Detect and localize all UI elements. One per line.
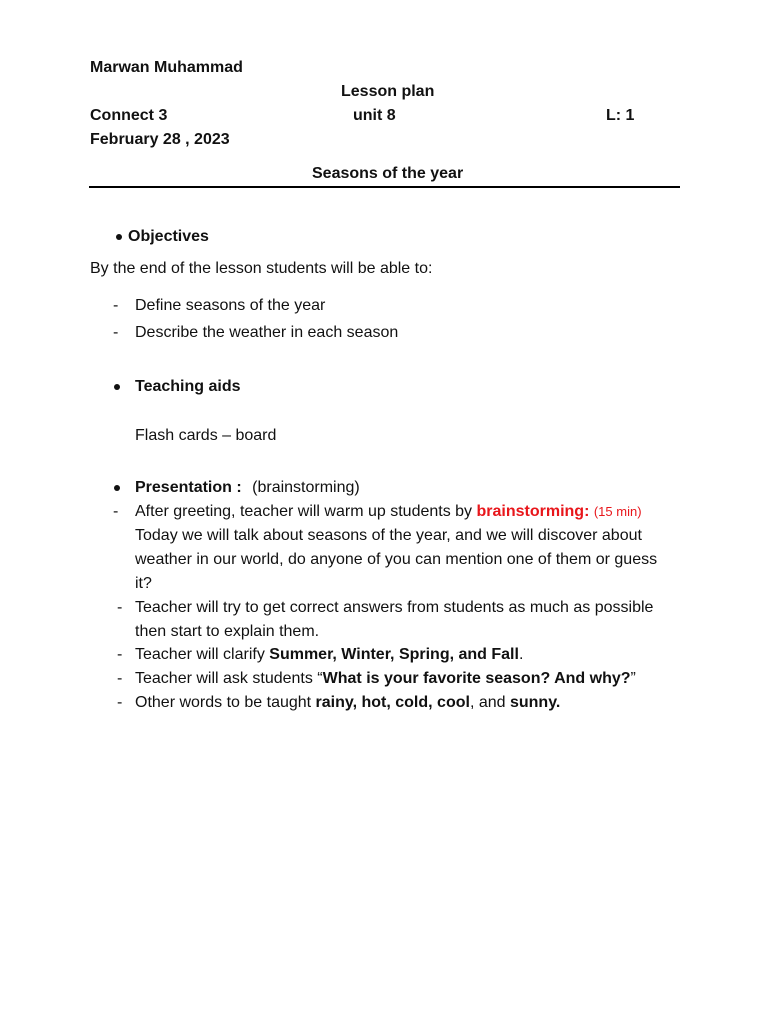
- presentation-heading-line: [135, 478, 360, 498]
- dash-icon: -: [113, 297, 119, 314]
- objectives-intro: By the end of the lesson students will be able to:: [90, 260, 433, 277]
- lesson-date: February 28 , 2023: [90, 131, 230, 148]
- presentation-item-1: [135, 502, 642, 522]
- teaching-aids-heading: Teaching aids: [135, 378, 241, 395]
- question-text: What is your favorite season? And why?: [322, 670, 631, 687]
- bullet-icon: [114, 384, 120, 390]
- objectives-heading: Objectives: [128, 228, 209, 245]
- author-name: Marwan Muhammad: [90, 59, 243, 76]
- header-divider: [89, 186, 680, 188]
- objective-item: Describe the weather in each season: [135, 324, 399, 341]
- lesson-number: L: 1: [606, 107, 635, 124]
- seasons-list: Summer, Winter, Spring, and Fall: [269, 646, 519, 663]
- item-continuation: it?: [135, 575, 152, 592]
- dash-icon: -: [117, 694, 123, 711]
- item-end: .: [518, 646, 524, 663]
- item-text: Other words to be taught: [135, 694, 316, 711]
- item-continuation: weather in our world, do anyone of you can mention one of them or guess: [135, 551, 658, 568]
- item-text: Teacher will clarify: [135, 646, 270, 663]
- teaching-aids-text: Flash cards – board: [135, 427, 277, 444]
- unit-label: unit 8: [353, 107, 396, 124]
- vocabulary-word-last: sunny.: [509, 694, 561, 711]
- item-mid: , and: [469, 694, 510, 711]
- item-continuation: Today we will talk about seasons of the year, and we will discover about: [135, 527, 642, 544]
- time-note: (15 min): [593, 504, 642, 519]
- presentation-method: (brainstorming): [252, 479, 360, 496]
- bullet-icon: [114, 485, 120, 491]
- dash-icon: -: [117, 599, 123, 616]
- item-end: ”: [630, 670, 636, 687]
- objective-item: Define seasons of the year: [135, 297, 326, 314]
- vocabulary-words: rainy, hot, cold, cool: [315, 694, 470, 711]
- item-text: After greeting, teacher will warm up students by: [135, 503, 477, 520]
- item-continuation: then start to explain them.: [135, 623, 320, 640]
- presentation-item-3: [135, 645, 523, 665]
- doc-type: Lesson plan: [341, 83, 435, 100]
- brainstorming-highlight: brainstorming:: [476, 503, 590, 520]
- presentation-item-4: [135, 669, 636, 689]
- course-name: Connect 3: [90, 107, 168, 124]
- presentation-item-5: [135, 693, 560, 713]
- bullet-icon: [116, 234, 122, 240]
- lesson-topic: Seasons of the year: [312, 165, 464, 182]
- dash-icon: -: [117, 646, 123, 663]
- presentation-heading: Presentation :: [135, 479, 242, 496]
- dash-icon: -: [117, 670, 123, 687]
- dash-icon: -: [113, 324, 119, 341]
- item-text: Teacher will ask students “: [135, 670, 323, 687]
- dash-icon: -: [113, 503, 119, 520]
- presentation-item-2: Teacher will try to get correct answers from students as much as possible: [135, 599, 654, 616]
